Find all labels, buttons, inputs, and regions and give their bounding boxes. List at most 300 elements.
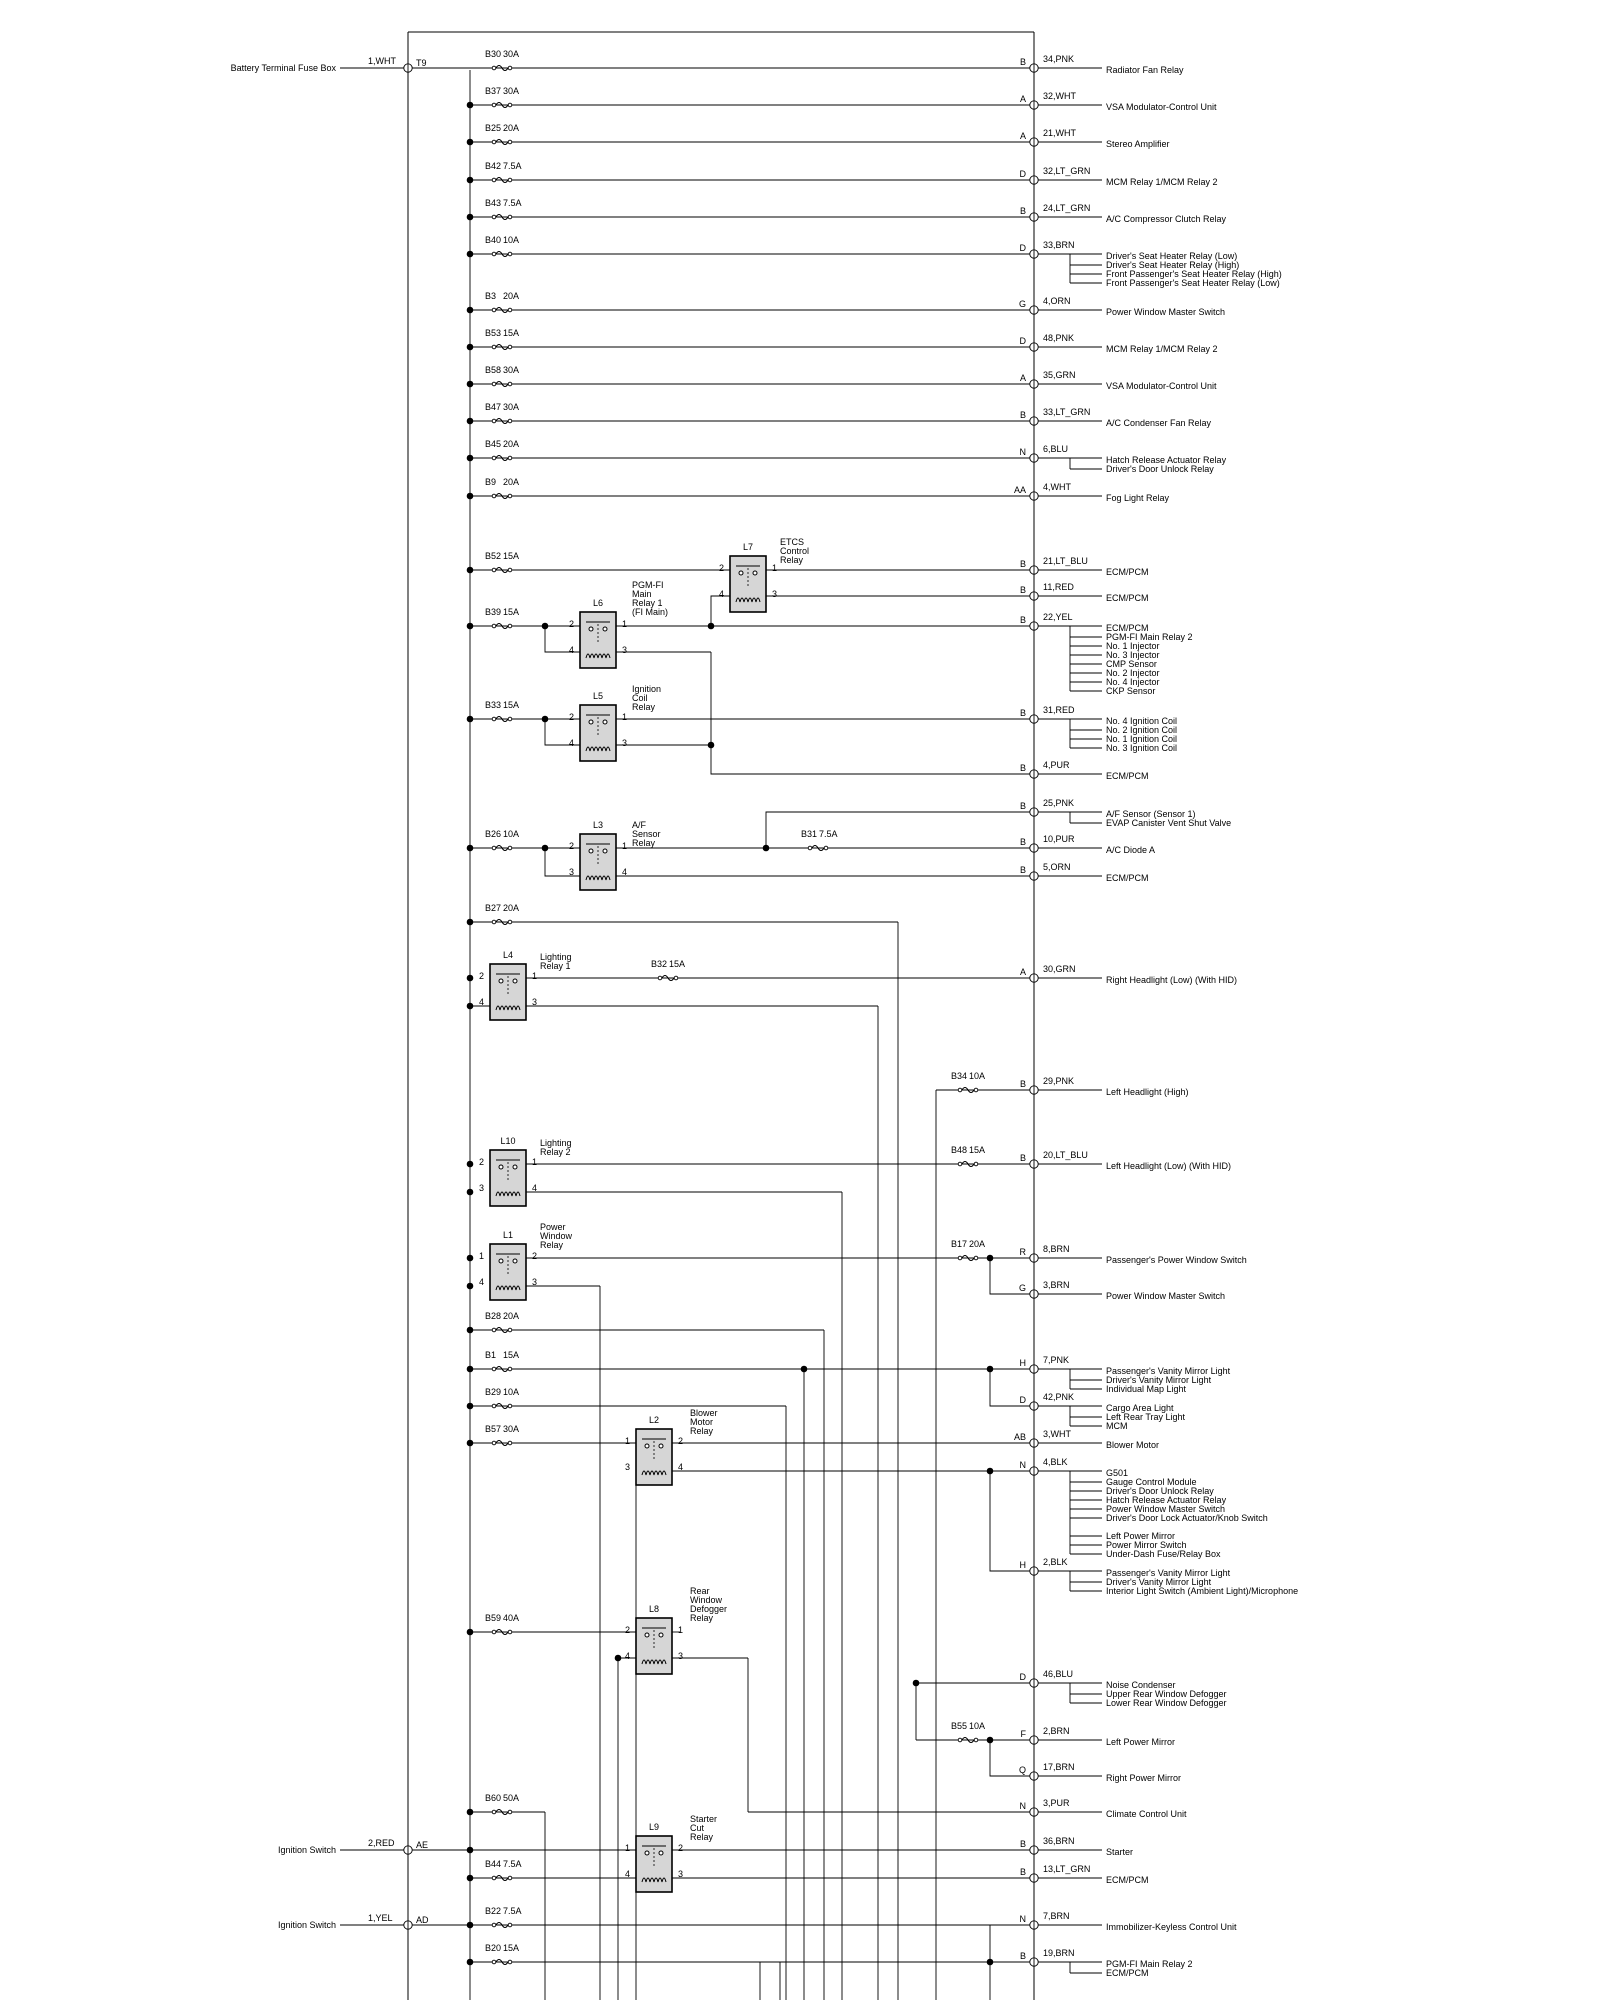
output-connector [1030,1958,1038,1966]
fuse-symbol [492,1630,512,1635]
wire-code: 24,LT_GRN [1043,203,1091,213]
connector-letter: D [1019,243,1026,253]
relay-name: Relay [632,838,656,848]
relay-name: Main [632,589,652,599]
splice-dot [467,1847,474,1854]
relay-id: L10 [500,1136,516,1146]
output-connector [1030,1467,1038,1475]
fuse-rating: 10A [503,235,520,245]
pin-number: 4 [532,1183,538,1193]
fuse-id: B57 [485,1424,502,1434]
load-label: No. 4 Ignition Coil [1106,716,1178,726]
relay-id: L1 [502,1230,514,1240]
load-label: ECM/PCM [1106,873,1149,883]
relay-l5 [580,705,616,761]
relay-name: Starter [690,1814,718,1824]
wire-code: 17,BRN [1043,1762,1075,1772]
load-label: ECM/PCM [1106,623,1149,633]
pin-number: 1 [478,1251,484,1261]
fuse-rating: 20A [503,291,520,301]
splice-dot [467,845,474,852]
load-label: Starter [1106,1847,1134,1857]
connector-letter: G [1018,299,1026,309]
pin-number: 2 [532,1251,538,1261]
load-label: Radiator Fan Relay [1106,65,1184,75]
output-connector [1030,1772,1038,1780]
pin-number: 4 [624,1651,630,1661]
load-label: Right Headlight (Low) (With HID) [1106,975,1238,985]
splice-dot [467,493,474,500]
fuse-symbol [492,308,512,313]
connector-letter: N [1019,1914,1026,1924]
relay-name: Blower [690,1408,718,1418]
splice-dot [467,1255,474,1262]
pin-number: 4 [624,1869,630,1879]
load-label: Passenger's Vanity Mirror Light [1106,1366,1231,1376]
load-label: Front Passenger's Seat Heater Relay (High) [1106,269,1282,279]
output-connector [1030,250,1038,258]
connector-letter: N [1019,1801,1026,1811]
output-connector [1030,1808,1038,1816]
pin-number: 1 [622,841,628,851]
wire-code: 31,RED [1043,705,1075,715]
wire-code: 48,PNK [1043,333,1075,343]
splice-dot [467,975,474,982]
wire-code: 3,PUR [1043,1798,1070,1808]
wire-code: 30,GRN [1043,964,1076,974]
splice-dot [801,1366,808,1373]
fuse-symbol [492,1404,512,1409]
output-connector [1030,380,1038,388]
fuse-id: B43 [485,198,502,208]
fuse-symbol [492,215,512,220]
connector-letter: B [1019,801,1026,811]
load-label: Noise Condenser [1106,1680,1176,1690]
fuse-id: B58 [485,365,502,375]
relay-name: ETCS [780,537,805,547]
relay-name: Relay 2 [540,1147,571,1157]
relay-l9 [636,1836,672,1892]
output-connector [1030,1567,1038,1575]
fuse-symbol [492,1810,512,1815]
connector-letter: B [1019,837,1026,847]
connector-letter: B [1019,1951,1026,1961]
wire-code: 3,BRN [1043,1280,1070,1290]
wire-code: 4,WHT [1043,482,1071,492]
connector-letter: B [1019,1867,1026,1877]
load-label: Upper Rear Window Defogger [1106,1689,1227,1699]
source-label: Ignition Switch [277,1845,336,1855]
connector-letter: F [1020,1729,1026,1739]
pin-number: 2 [624,1625,630,1635]
connector-letter: AB [1013,1432,1026,1442]
fuse-symbol [492,494,512,499]
wire-code: 34,PNK [1043,54,1075,64]
load-label: EVAP Canister Vent Shut Valve [1106,818,1232,828]
fuse-id: B37 [485,86,502,96]
connector-letter: A [1019,131,1026,141]
wire-code: 4,ORN [1043,296,1071,306]
load-label: Power Window Master Switch [1106,1504,1226,1514]
pin-number: 1 [532,971,538,981]
output-connector [1030,592,1038,600]
output-connector [1030,1086,1038,1094]
fuse-rating: 15A [503,700,520,710]
load-label: Driver's Door Unlock Relay [1106,1486,1214,1496]
wire-code: 33,BRN [1043,240,1075,250]
relay-l7 [730,556,766,612]
connector-letter: T9 [416,58,427,68]
splice-dot [467,1327,474,1334]
load-label: MCM Relay 1/MCM Relay 2 [1106,344,1218,354]
fuse-id: B52 [485,551,502,561]
wire-code: 5,ORN [1043,862,1071,872]
fuse-id: B30 [485,49,502,59]
splice-dot [467,1875,474,1882]
load-label: ECM/PCM [1106,1875,1149,1885]
splice-dot [467,177,474,184]
wire [545,848,580,876]
fuse-rating: 15A [669,959,686,969]
wire-code: 42,PNK [1043,1392,1075,1402]
wire-code: 2,RED [368,1838,395,1848]
wire-code: 6,BLU [1043,444,1069,454]
load-label: Driver's Vanity Mirror Light [1106,1577,1212,1587]
load-label: No. 3 Ignition Coil [1106,743,1178,753]
fuse-id: B34 [951,1071,968,1081]
connector-letter: H [1019,1560,1026,1570]
pin-number: 1 [624,1436,630,1446]
load-label: Left Rear Tray Light [1106,1412,1186,1422]
wire-code: 21,WHT [1043,128,1077,138]
fuse-symbol [492,382,512,387]
load-label: Driver's Seat Heater Relay (High) [1106,260,1240,270]
load-label: Stereo Amplifier [1106,139,1170,149]
output-connector [1030,872,1038,880]
splice-dot [615,1655,622,1662]
fuse-rating: 20A [503,439,520,449]
output-connector [1030,808,1038,816]
output-connector [1030,1736,1038,1744]
wire-code: 7,BRN [1043,1911,1070,1921]
fuse-symbol [958,1256,978,1261]
load-label: ECM/PCM [1106,771,1149,781]
fuse-rating: 7.5A [819,829,838,839]
pin-number: 3 [678,1651,684,1661]
fuse-id: B33 [485,700,502,710]
splice-dot [467,1403,474,1410]
relay-name: Relay [540,1240,564,1250]
fuse-id: B44 [485,1859,502,1869]
load-label: MCM [1106,1421,1128,1431]
connector-letter: A [1019,94,1026,104]
load-label: Right Power Mirror [1106,1773,1182,1783]
relay-name: Cut [690,1823,705,1833]
output-connector [1030,715,1038,723]
connector-letter: D [1019,1672,1026,1682]
fuse-rating: 20A [969,1239,986,1249]
fuse-symbol [492,624,512,629]
source-label: Ignition Switch [277,1920,336,1930]
wire-code: 36,BRN [1043,1836,1075,1846]
fuse-rating: 15A [503,1350,520,1360]
load-label: Left Headlight (High) [1106,1087,1189,1097]
output-connector [1030,1846,1038,1854]
relay-id: L7 [742,542,754,552]
wire-code: 25,PNK [1043,798,1075,808]
fuse-id: B40 [485,235,502,245]
splice-dot [467,1161,474,1168]
output-connector [1030,417,1038,425]
splice-dot [987,1255,994,1262]
splice-dot [987,1959,994,1966]
load-label: MCM Relay 1/MCM Relay 2 [1106,177,1218,187]
relay-l6 [580,612,616,668]
output-connector [1030,343,1038,351]
splice-dot [467,1283,474,1290]
connector-letter: A [1019,967,1026,977]
load-label: Blower Motor [1106,1440,1160,1450]
output-connector [1030,306,1038,314]
fuse-symbol [492,1876,512,1881]
relay-name: Relay [632,702,656,712]
load-label: No. 2 Ignition Coil [1106,725,1178,735]
fuse-id: B59 [485,1613,502,1623]
load-label: Hatch Release Actuator Relay [1106,1495,1227,1505]
input-connector [404,1921,412,1929]
load-label: A/F Sensor (Sensor 1) [1106,809,1196,819]
relay-l8 [636,1618,672,1674]
fuse-id: B27 [485,903,502,913]
fuse-rating: 7.5A [503,1906,522,1916]
connector-letter: D [1019,1395,1026,1405]
splice-dot [542,623,549,630]
connector-letter: N [1019,447,1026,457]
splice-dot [467,1189,474,1196]
fuse-id: B48 [951,1145,968,1155]
splice-dot [467,381,474,388]
pin-number: 3 [678,1869,684,1879]
splice-dot [467,1809,474,1816]
load-label: Power Window Master Switch [1106,1291,1226,1301]
fuse-rating: 10A [503,829,520,839]
connector-letter: G [1018,1283,1026,1293]
connector-letter: AD [416,1915,429,1925]
relay-id: L5 [592,691,604,701]
pin-number: 2 [568,619,574,629]
connector-letter: Q [1018,1765,1026,1775]
load-label: Left Power Mirror [1106,1531,1176,1541]
fuse-rating: 15A [503,1943,520,1953]
pin-number: 3 [622,645,628,655]
output-connector [1030,770,1038,778]
fuse-symbol [492,419,512,424]
load-label: Cargo Area Light [1106,1403,1174,1413]
wire-code: 2,BRN [1043,1726,1070,1736]
fuse-rating: 20A [503,123,520,133]
relay-name: Ignition [632,684,662,694]
fuse-id: B1 [485,1350,497,1360]
output-connector [1030,1160,1038,1168]
wire-code: 1,YEL [368,1913,393,1923]
relay-l4 [490,964,526,1020]
connector-letter: B [1019,410,1026,420]
connector-letter: B [1019,1839,1026,1849]
relay-name: Relay [690,1832,714,1842]
pin-number: 2 [478,1157,484,1167]
splice-dot [913,1680,920,1687]
pin-number: 2 [568,841,574,851]
fuse-id: B39 [485,607,502,617]
pin-number: 1 [678,1625,684,1635]
load-label: No. 1 Ignition Coil [1106,734,1178,744]
splice-dot [467,139,474,146]
load-label: Interior Light Switch (Ambient Light)/Microphone [1106,1586,1299,1596]
fuse-symbol [492,103,512,108]
load-label: PGM-FI Main Relay 2 [1106,632,1193,642]
pin-number: 1 [532,1157,538,1167]
fuse-rating: 15A [503,607,520,617]
fuse-id: B9 [485,477,497,487]
wire-code: 21,LT_BLU [1043,556,1088,566]
connector-letter: B [1019,206,1026,216]
relay-l2 [636,1429,672,1485]
pin-number: 3 [772,589,778,599]
output-connector [1030,101,1038,109]
fuse-rating: 50A [503,1793,520,1803]
splice-dot [467,716,474,723]
wire-code: 3,WHT [1043,1429,1071,1439]
relay-l3 [580,834,616,890]
wire-code: 4,BLK [1043,1457,1068,1467]
wire-code: 13,LT_GRN [1043,1864,1091,1874]
fuse-symbol [808,846,828,851]
splice-dot [467,919,474,926]
pin-number: 4 [678,1462,684,1472]
relay-name: Window [540,1231,573,1241]
wire [711,596,730,626]
relay-id: L8 [648,1604,660,1614]
load-label: CKP Sensor [1106,686,1156,696]
output-connector [1030,1921,1038,1929]
load-label: A/C Diode A [1106,845,1156,855]
relay-id: L9 [648,1822,660,1832]
fuse-id: B29 [485,1387,502,1397]
splice-dot [708,623,715,630]
load-label: Hatch Release Actuator Relay [1106,455,1227,465]
splice-dot [708,742,715,749]
fuse-id: B47 [485,402,502,412]
splice-dot [987,1366,994,1373]
load-label: Passenger's Vanity Mirror Light [1106,1568,1231,1578]
connector-letter: B [1019,763,1026,773]
fuse-symbol [492,1923,512,1928]
fuse-id: B42 [485,161,502,171]
relay-name: A/F [632,820,647,830]
relay-id: L6 [592,598,604,608]
connector-letter: H [1019,1358,1026,1368]
load-label: Climate Control Unit [1106,1809,1187,1819]
relay-name: Motor [690,1417,714,1427]
fuse-rating: 20A [503,477,520,487]
fuse-symbol [492,846,512,851]
pin-number: 2 [718,563,724,573]
fuse-symbol [958,1738,978,1743]
input-connector [404,64,412,72]
splice-dot [467,1003,474,1010]
wire-code: 33,LT_GRN [1043,407,1091,417]
pin-number: 3 [532,997,538,1007]
load-label: Left Power Mirror [1106,1737,1176,1747]
pin-number: 1 [624,1843,630,1853]
fuse-id: B32 [651,959,668,969]
output-connector [1030,1365,1038,1373]
relay-id: L4 [502,950,514,960]
relay-name: Rear [690,1586,710,1596]
fuse-rating: 30A [503,402,520,412]
wire [545,719,580,745]
pin-number: 2 [478,971,484,981]
fuse-symbol [492,717,512,722]
load-label: A/C Condenser Fan Relay [1106,418,1212,428]
fuse-rating: 10A [969,1721,986,1731]
pin-number: 3 [624,1462,630,1472]
fuse-id: B60 [485,1793,502,1803]
fuse-id: B20 [485,1943,502,1953]
pin-number: 1 [772,563,778,573]
wire-code: 8,BRN [1043,1244,1070,1254]
fuse-symbol [492,456,512,461]
fuse-symbol [492,1441,512,1446]
fuse-symbol [492,1328,512,1333]
splice-dot [542,845,549,852]
fuse-rating: 20A [503,903,520,913]
load-label: Lower Rear Window Defogger [1106,1698,1227,1708]
fuse-id: B45 [485,439,502,449]
connector-letter: AE [416,1840,429,1850]
splice-dot [467,344,474,351]
splice-dot [467,567,474,574]
connector-letter: B [1019,585,1026,595]
fuse-id: B22 [485,1906,502,1916]
load-label: VSA Modulator-Control Unit [1106,102,1217,112]
pin-number: 3 [478,1183,484,1193]
load-label: No. 3 Injector [1106,650,1160,660]
output-connector [1030,138,1038,146]
load-label: Power Window Master Switch [1106,307,1226,317]
wire-code: 2,BLK [1043,1557,1068,1567]
splice-dot [763,845,770,852]
fuse-symbol [958,1088,978,1093]
fuse-rating: 7.5A [503,161,522,171]
connector-letter: D [1019,336,1026,346]
output-connector [1030,1254,1038,1262]
connector-letter: N [1019,1460,1026,1470]
relay-name: Lighting [540,952,572,962]
load-label: Immobilizer-Keyless Control Unit [1106,1922,1237,1932]
load-label: Power Mirror Switch [1106,1540,1187,1550]
load-label: ECM/PCM [1106,593,1149,603]
wire-code: 1,WHT [368,56,396,66]
load-label: Left Headlight (Low) (With HID) [1106,1161,1232,1171]
wire-code: 46,BLU [1043,1669,1074,1679]
splice-dot [467,455,474,462]
pin-number: 4 [568,645,574,655]
load-label: A/C Compressor Clutch Relay [1106,214,1227,224]
fuse-rating: 7.5A [503,198,522,208]
fuse-id: B25 [485,123,502,133]
fuse-id: B55 [951,1721,968,1731]
